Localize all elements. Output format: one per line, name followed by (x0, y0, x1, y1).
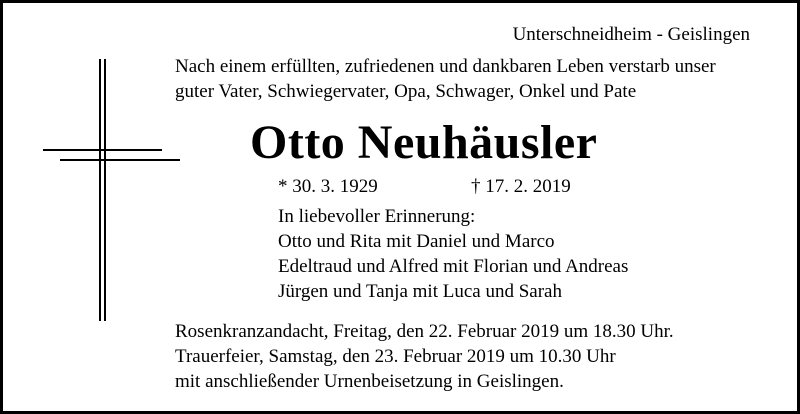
service-line: Trauerfeier, Samstag, den 23. Februar 2019 um 10.30 Uhr (175, 346, 616, 367)
cross-horizontal-line (43, 149, 162, 151)
service-line: mit anschließender Urnenbeisetzung in Geislingen. (175, 371, 564, 392)
birth-date: * 30. 3. 1929 (278, 176, 378, 197)
memory-heading: In liebevoller Erinnerung: (278, 206, 476, 227)
service-line: Rosenkranzandacht, Freitag, den 22. Februar 2019 um 18.30 Uhr. (175, 321, 674, 342)
mourners-list (278, 205, 628, 305)
death-date: † 17. 2. 2019 (471, 176, 571, 197)
cross-vertical-line (104, 59, 106, 321)
deceased-name: Otto Neuhäusler (250, 116, 598, 169)
place-line: Unterschneidheim - Geislingen (512, 24, 750, 45)
intro-line: Nach einem erfüllten, zufriedenen und dankbaren Leben verstarb unser (175, 56, 716, 77)
service-details (175, 320, 674, 395)
mourner-line: Edeltraud und Alfred mit Florian und Andreas (278, 256, 629, 277)
cross-vertical-line (99, 59, 101, 321)
mourner-line: Otto und Rita mit Daniel und Marco (278, 231, 555, 252)
intro-line: guter Vater, Schwiegervater, Opa, Schwager, Onkel und Pate (175, 81, 637, 102)
intro-text (175, 55, 716, 105)
cross-horizontal-line (60, 159, 180, 161)
mourner-line: Jürgen und Tanja mit Luca und Sarah (278, 281, 562, 302)
